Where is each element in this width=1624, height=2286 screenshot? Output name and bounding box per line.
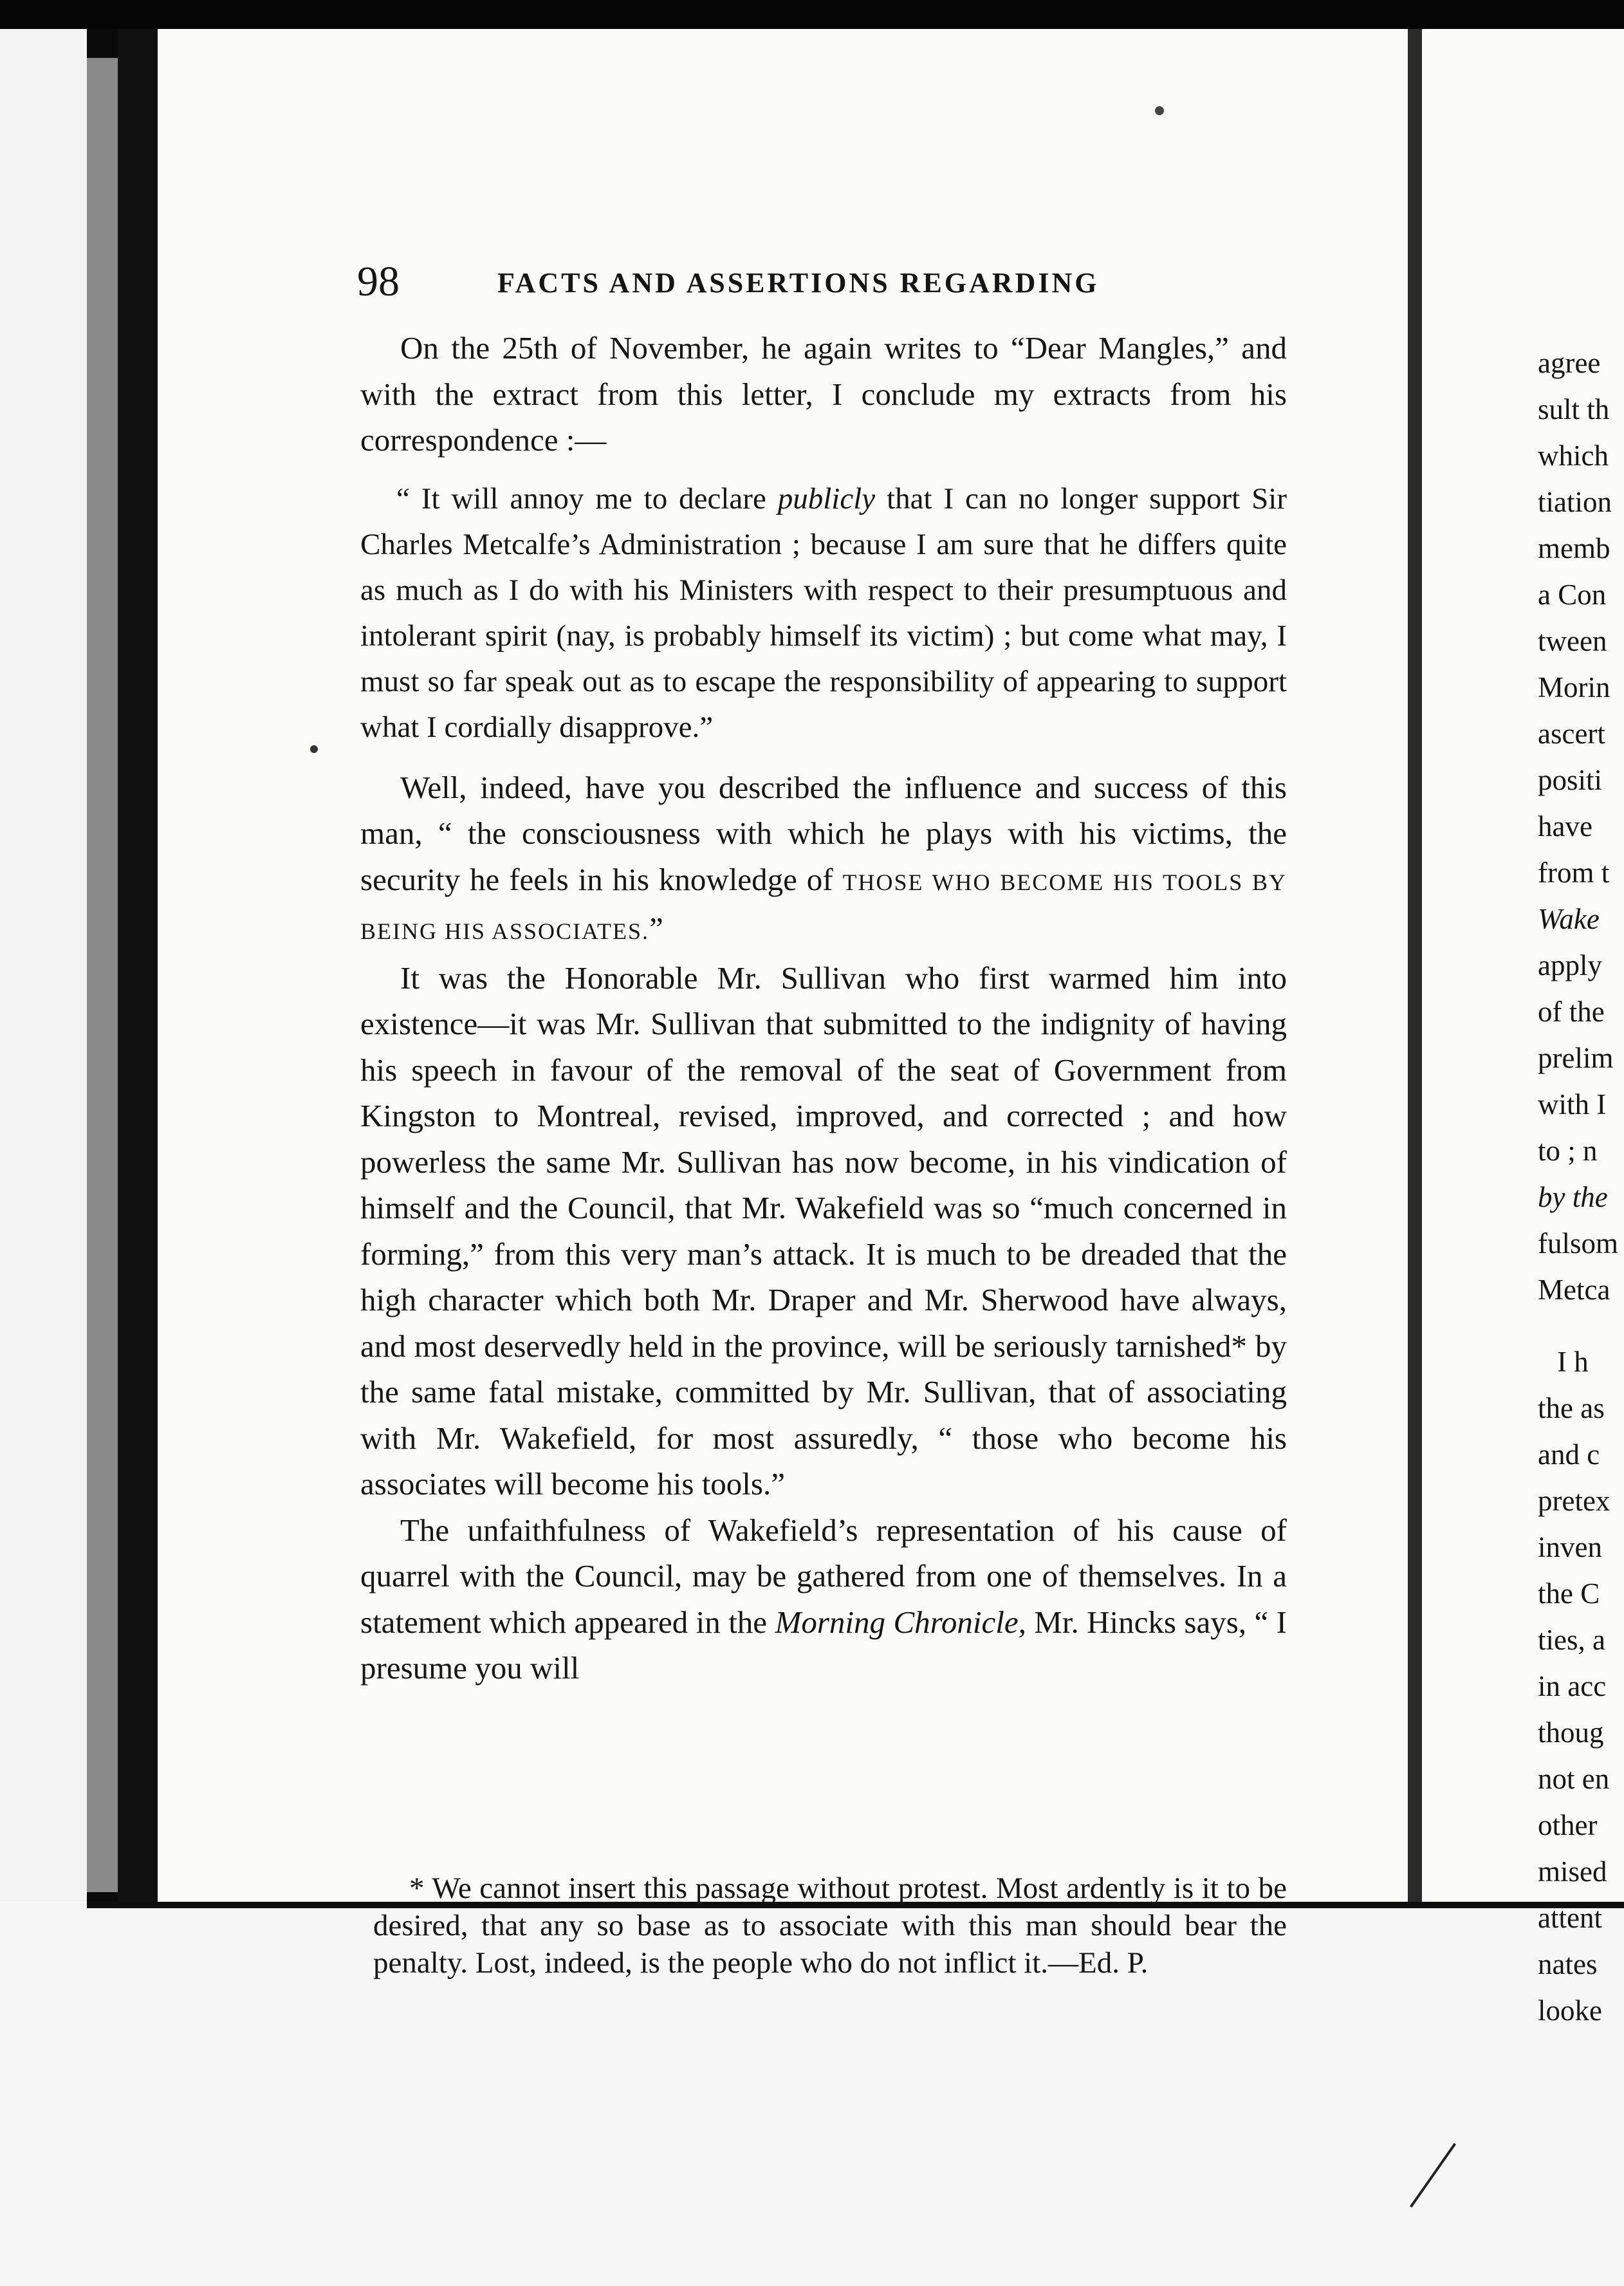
left-binding-shadow [118,29,158,1902]
quote-text-start: “ It will annoy me to declare [396,481,778,516]
right-page-line-fragment: not en [1538,1763,1610,1795]
right-page-line-fragment: of the [1538,996,1605,1028]
right-page-line-fragment: the C [1538,1577,1600,1610]
paragraph-unfaithfulness [360,1507,1287,1691]
right-page-line-fragment: agree [1538,347,1601,379]
right-page-line-fragment: looke [1538,1994,1602,2027]
quoted-letter-extract [360,476,1287,750]
paragraph-unfaithfulness-end: Mr. Hincks says, “ I presume you will [360,1604,1287,1686]
right-page-line-fragment: Morin [1538,671,1610,703]
left-page-edge [87,58,118,1892]
right-page-line-fragment: ties, a [1538,1624,1605,1656]
right-page-line-fragment: sult th [1538,393,1610,425]
quote-text-end: that I can no longer support Sir Charles Metcalfe’s Administration ; because I am sure that he differs quite as much as I do with his Ministers with respect to their presumptuous and intolerant spirit (nay, is probably himself its victim) ; but come what may, I must so far speak out as to escape the responsibility of appearing to support what I cordially disapprove.” [360,481,1287,744]
paragraph-influence-text: Well, indeed, have you described the influence and success of this man, “ the consciousness with which he plays with his victims, the security he feels in his knowledge of [360,769,1287,897]
right-page-line-fragment: tiation [1538,486,1612,518]
right-page-line-fragment: pretex [1538,1485,1610,1517]
right-page-line-fragment: memb [1538,532,1610,564]
paragraph-unfaithfulness-text: The unfaithfulness of Wakefield’s representation of his cause of quarrel with the Council, may be gathered from one of themselves. In a statement which appeared in the [360,1512,1287,1640]
quote-emphasis: publicly [777,481,876,516]
page-number: 98 [357,258,400,305]
right-page-line-fragment: fulsom [1538,1227,1619,1259]
margin-ink-dot [310,745,318,753]
right-page-line-fragment: ascert [1538,718,1605,750]
right-page-line-fragment: with I [1538,1088,1607,1120]
right-page-line-fragment: mised [1538,1855,1607,1888]
paragraph-influence [360,765,1287,955]
ink-speck [1155,106,1164,115]
top-scan-border [0,0,1624,29]
right-page-line-fragment: in acc [1538,1670,1607,1702]
right-page-line-fragment: a Con [1538,579,1607,611]
footnote-text: * We cannot insert this passage without protest. Most ardently is it to be desired, that any so base as to associate with this man should bear the penalty. Lost, indeed, is the people who do not inflict it.—Ed. P. [373,1872,1287,1980]
right-page-line-fragment: inven [1538,1531,1602,1563]
right-page-line-fragment: apply [1538,949,1602,981]
main-text-column [360,325,1287,1691]
right-page-line-fragment: attent [1538,1902,1602,1934]
right-page-line-fragment: prelim [1538,1042,1614,1074]
right-page-line-fragment: positi [1538,764,1603,796]
right-page-line-fragment: to ; n [1538,1135,1598,1167]
right-page-line-fragment: other [1538,1809,1598,1841]
right-page-line-fragment: nates [1538,1948,1598,1980]
closing-quote-mark: ” [649,911,663,946]
right-page-line-fragment: from t [1538,857,1610,889]
paragraph-sullivan: It was the Honorable Mr. Sullivan who first warmed him into existence—it was Mr. Sullivan that submitted to the indignity of having his speech in favour of the removal of the seat of Government from Kingston to Montreal, revised, improved, and corrected ; and how powerless the same Mr. Sullivan has now become, in his vindication of himself and the Council, that Mr. Wakefield was so “much concerned in forming,” from this very man’s attack. It is much to be dreaded that the high character which both Mr. Draper and Mr. Sherwood have always, and most deservedly held in the province, will be seriously tarnished* by the same fatal mistake, committed by Mr. Sullivan, that of associating with Mr. Wakefield, for most assuredly, “ those who become his associates will become his tools.” [360,960,1287,1501]
running-title: FACTS AND ASSERTIONS REGARDING [497,267,1100,299]
paragraph-gap [1538,1313,1624,1339]
right-page-line-fragment: thoug [1538,1716,1604,1749]
small-caps-phrase: THOSE WHO BECOME HIS TOOLS BY BEING HIS ASSOCIATES. [360,869,1287,944]
right-page-line-fragment: Wake [1538,903,1600,935]
right-page-line-fragment: I h [1557,1346,1589,1378]
right-page-line-fragment: tween [1538,625,1607,657]
page-header [357,256,1284,308]
book-gutter [1408,29,1422,1902]
right-page-line-fragment: Metca [1538,1274,1610,1306]
right-page-line-fragment: which [1538,440,1609,472]
footnote [373,1870,1287,1982]
right-page-line-fragment: by the [1538,1181,1608,1213]
right-page-line-fragment: have [1538,810,1592,842]
paragraph-opening: On the 25th of November, he again writes to “Dear Mangles,” and with the extract from this letter, I conclude my extracts from his correspondence :— [360,330,1287,458]
newspaper-title: Morning Chronicle, [775,1604,1026,1640]
right-page-text-fragments [1538,340,1624,2034]
right-page-line-fragment: the as [1538,1392,1605,1424]
right-page-line-fragment: and c [1538,1438,1600,1471]
